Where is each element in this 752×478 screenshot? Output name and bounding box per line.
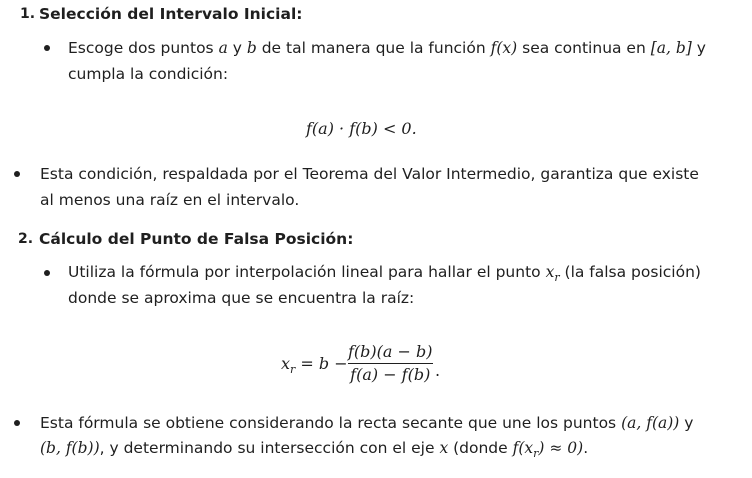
bullet-dot (44, 45, 50, 51)
fraction-denominator: f(a) − f(b) (350, 365, 431, 384)
formula-period: . (435, 361, 441, 380)
note1-line1: Esta condición, respaldada por el Teorema del Valor Intermedio, garantiza que existe (40, 165, 699, 183)
formula-xr-lhs: $x_r = b$ − (281, 354, 348, 377)
bullet-dot (44, 270, 50, 276)
fraction-bar (348, 363, 433, 364)
step2-bullet-line1: Utiliza la fórmula por interpolación lineal para hallar el punto $x_r$ (la falsa posición) (68, 263, 701, 285)
bullet-dot (14, 420, 20, 426)
step1-bullet-line2: cumpla la condición: (68, 65, 229, 83)
step-title-1: Selección del Intervalo Inicial: (39, 5, 303, 23)
formula-condition: f(a) · f(b) < 0. (306, 119, 417, 138)
bullet-dot (14, 171, 20, 177)
step-number-1: 1. (20, 6, 36, 22)
step-title-2: Cálculo del Punto de Falsa Posición: (39, 230, 354, 248)
note1-line2: al menos una raíz en el intervalo. (40, 191, 300, 209)
step-number-2: 2. (18, 231, 34, 247)
note2-line1: Esta fórmula se obtiene considerando la recta secante que une los puntos (a, f(a)) y (40, 414, 694, 432)
formula-fraction (348, 342, 433, 385)
fraction-numerator: f(b)(a − b) (348, 342, 433, 361)
step2-bullet-line2: donde se aproxima que se encuentra la raíz: (68, 289, 415, 307)
note2-line2: (b, f(b)), y determinando su intersección con el eje x (donde $f(x_r) \approx 0$). (40, 439, 589, 461)
step1-bullet-line1: Escoge dos puntos a y b de tal manera que la función f(x) sea continua en [a, b] y (68, 39, 706, 57)
